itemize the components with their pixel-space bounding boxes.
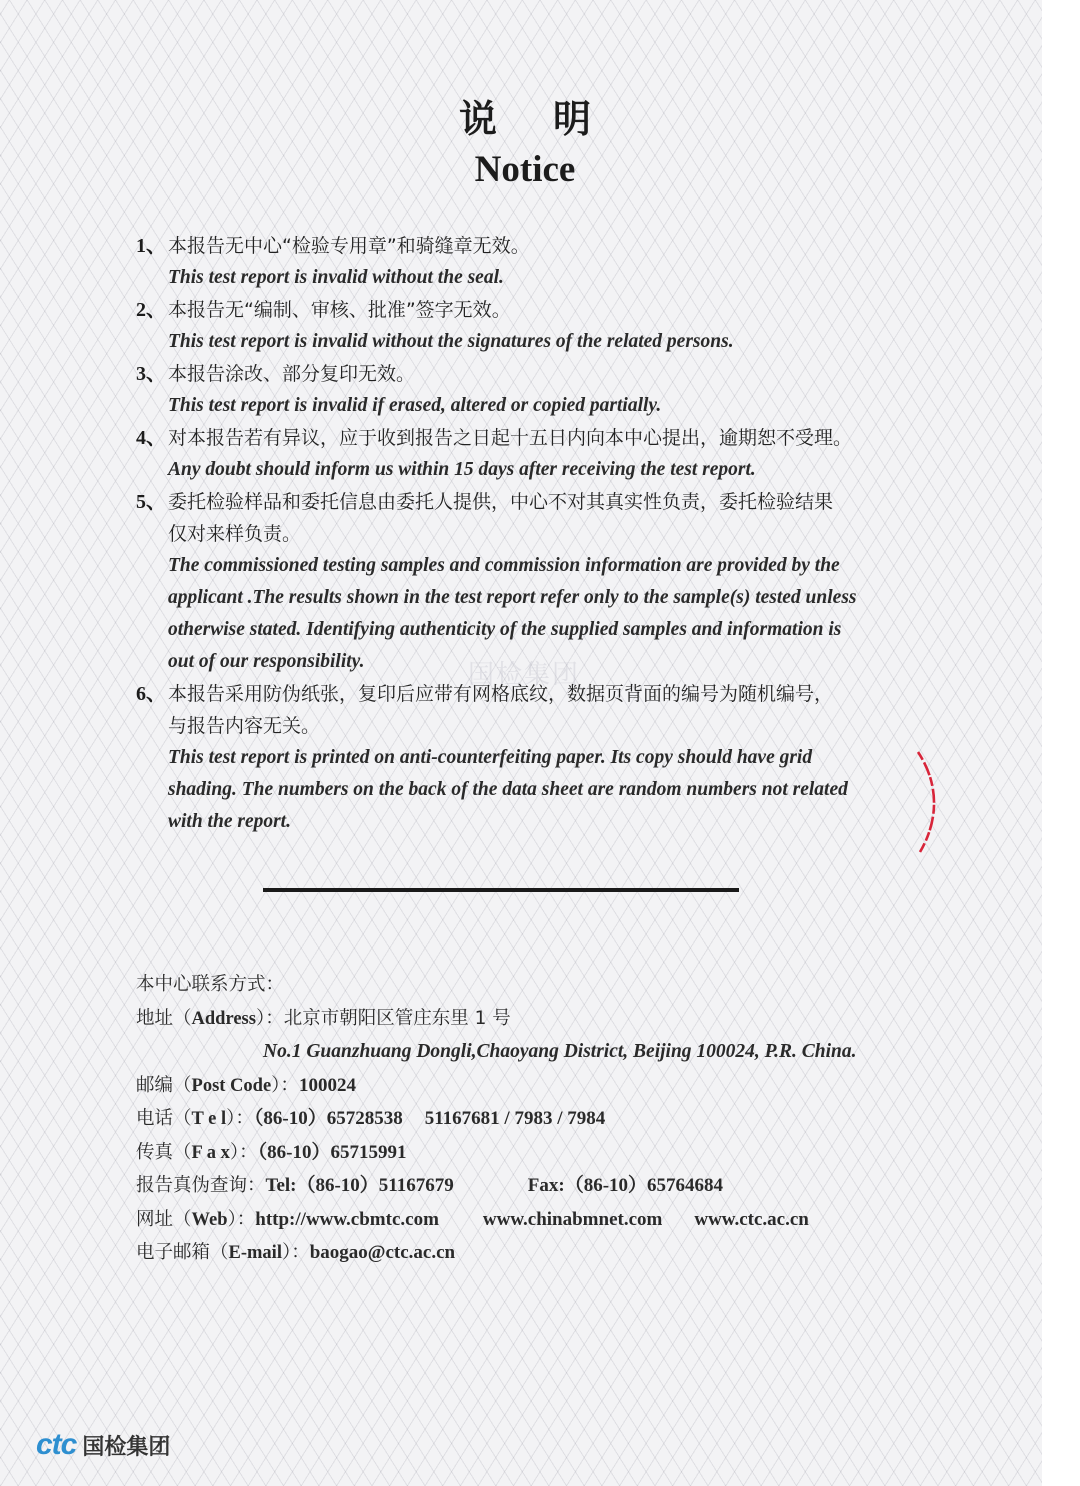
verify-line <box>136 1169 936 1203</box>
web-label: 网址（Web）： <box>136 1208 256 1230</box>
divider-line <box>263 888 739 892</box>
fax-value: 65715991 <box>330 1141 407 1163</box>
web-line <box>136 1203 936 1237</box>
notice-item-2 <box>136 294 926 358</box>
contact-heading: 本中心联系方式： <box>136 974 285 995</box>
tel-value-1: 65728538 <box>326 1108 403 1129</box>
verify-fax: Fax:（86-10）65764684 <box>527 1175 724 1196</box>
watermark-text: 国检集团 <box>468 660 581 690</box>
address-line <box>136 1002 936 1036</box>
notice-number: 1、 <box>136 235 166 257</box>
ctc-logo-mark: ctc <box>36 1428 77 1461</box>
notice-en: This test report is invalid without the seal. <box>168 267 504 288</box>
verify-tel: Tel:（86-10）51167679 <box>265 1175 454 1196</box>
notice-cn: 本报告无“编制、审核、批准”签字无效。 <box>168 299 511 321</box>
notice-en: Any doubt should inform us within 15 days after receiving the test report. <box>168 459 756 480</box>
notice-cn: 本报告涂改、部分复印无效。 <box>168 363 416 385</box>
notice-number: 2、 <box>136 299 166 321</box>
notice-en: otherwise stated. Identifying authenticity of the supplied samples and information is <box>168 619 842 640</box>
email-line <box>136 1236 936 1270</box>
tel-area: （86-10） <box>253 1108 327 1129</box>
notice-number: 3、 <box>136 363 166 385</box>
notice-number: 6、 <box>136 683 166 705</box>
notice-en: This test report is invalid if erased, altered or copied partially. <box>168 395 662 416</box>
notice-number: 5、 <box>136 491 166 513</box>
web-link-2[interactable]: www.chinabmnet.com <box>482 1208 663 1230</box>
notice-en: shading. The numbers on the back of the data sheet are random numbers not related <box>168 779 848 800</box>
post-code-line <box>136 1069 936 1103</box>
notice-en: with the report. <box>168 811 291 832</box>
tel-line <box>136 1102 936 1136</box>
fax-label: 传真（F a x）： <box>136 1141 258 1163</box>
page-edge <box>1042 0 1080 1486</box>
contact-section <box>136 968 936 1270</box>
notice-item-4 <box>136 422 926 486</box>
notice-item-3 <box>136 358 926 422</box>
notice-list <box>136 230 926 838</box>
verify-label: 报告真伪查询： <box>136 1175 266 1196</box>
notice-en: This test report is printed on anti-counterfeiting paper. Its copy should have grid <box>168 747 813 768</box>
notice-en: applicant .The results shown in the test report refer only to the sample(s) tested unless <box>168 587 857 608</box>
notice-cn: 与报告内容无关。 <box>168 715 321 737</box>
web-link-1[interactable]: http://www.cbmtc.com <box>255 1208 439 1230</box>
post-code-label: 邮编（Post Code）： <box>136 1074 299 1096</box>
post-code-value: 100024 <box>298 1074 356 1096</box>
notice-item-6 <box>136 678 926 838</box>
ctc-logo <box>36 1428 170 1462</box>
notice-cn: 本报告无中心“检验专用章”和骑缝章无效。 <box>168 235 530 257</box>
page-title-en: Notice <box>474 149 576 190</box>
address-cn: 北京市朝阳区管庄东里 1 号 <box>283 1007 511 1029</box>
notice-cn: 本报告采用防伪纸张，复印后应带有网格底纹，数据页背面的编号为随机编号， <box>168 683 834 705</box>
notice-en: out of our responsibility. <box>168 651 365 672</box>
address-label: 地址（Address）： <box>136 1007 284 1029</box>
ctc-logo-text: 国检集团 <box>82 1434 171 1460</box>
fax-area: （86-10） <box>257 1141 331 1163</box>
address-en: No.1 Guanzhuang Dongli,Chaoyang District, Beijing 100024, P.R. China. <box>263 1041 857 1062</box>
notice-cn: 委托检验样品和委托信息由委托人提供，中心不对其真实性负责，委托检验结果 <box>168 491 834 513</box>
seal-edge-mark <box>912 748 942 858</box>
email-link[interactable]: baogao@ctc.ac.cn <box>309 1242 456 1263</box>
notice-en: This test report is invalid without the signatures of the related persons. <box>168 331 734 352</box>
fax-line <box>136 1136 936 1170</box>
tel-value-2: 51167681 / 7983 / 7984 <box>424 1108 606 1129</box>
notice-cn: 对本报告若有异议，应于收到报告之日起十五日内向本中心提出，逾期恕不受理。 <box>168 427 853 449</box>
notice-number: 4、 <box>136 427 166 449</box>
notice-item-1 <box>136 230 926 294</box>
email-label: 电子邮箱（E-mail）： <box>136 1242 310 1263</box>
web-link-3[interactable]: www.ctc.ac.cn <box>694 1208 809 1230</box>
tel-label: 电话（T e l）： <box>136 1108 254 1129</box>
notice-item-5 <box>136 486 926 678</box>
notice-en: The commissioned testing samples and commission information are provided by the <box>168 555 840 576</box>
page-title-cn: 说明 <box>458 96 647 141</box>
notice-cn: 仅对来样负责。 <box>168 523 302 545</box>
